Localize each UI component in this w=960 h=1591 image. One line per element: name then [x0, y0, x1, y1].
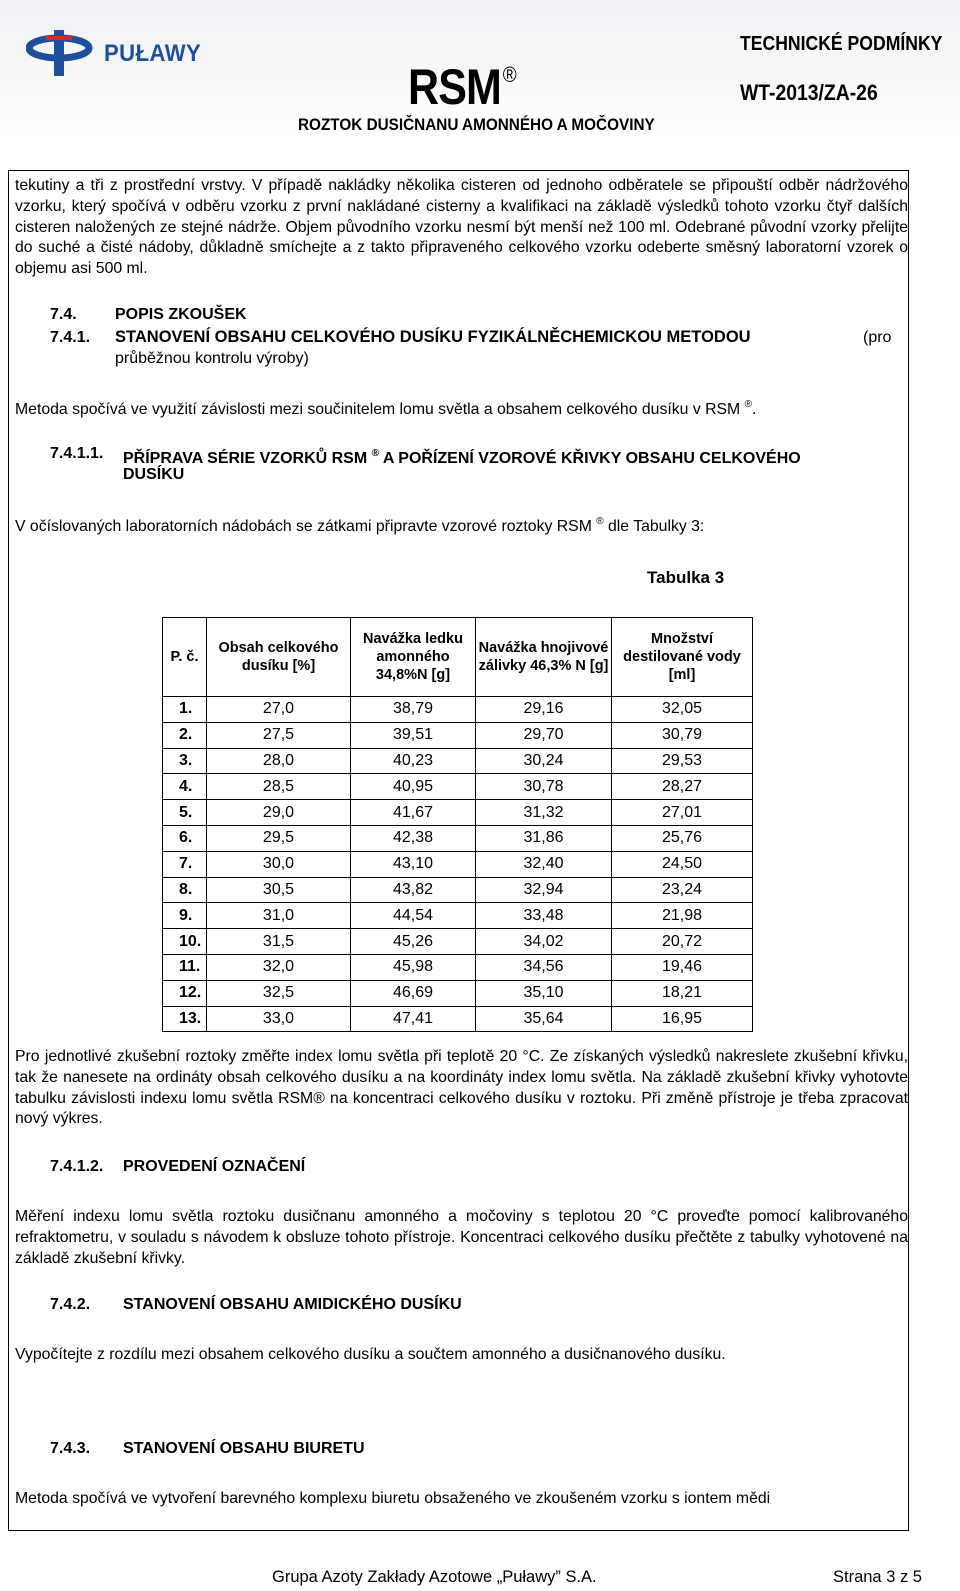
paragraph-method: Metoda spočívá ve využití závislosti mezi součinitelem lomu světla a obsahem celkového dusíku v RSM ®. [15, 399, 757, 418]
paragraph-amide: Vypočítejte z rozdílu mezi obsahem celkového dusíku a součtem amonného a dusičnanového dusíku. [15, 1346, 726, 1363]
footer-company: Grupa Azoty Zakłady Azotowe „Puławy” S.A. [272, 1568, 597, 1586]
cell: 42,38 [351, 825, 476, 851]
col-header: Množství destilované vody [ml] [612, 618, 753, 697]
section-title: PŘÍPRAVA SÉRIE VZORKŮ RSM ® A POŘÍZENÍ VZOROVÉ KŘIVKY OBSAHU CELKOVÉHO [123, 448, 801, 467]
cell: 32,94 [476, 877, 612, 903]
document-code: WT-2013/ZA-26 [740, 80, 878, 105]
cell: 23,24 [612, 877, 753, 903]
section-number: 7.4. [50, 306, 77, 323]
section-title-cont: DUSÍKU [123, 466, 185, 483]
product-subtitle: ROZTOK DUSIČNANU AMONNÉHO A MOČOVINY [298, 115, 655, 134]
section-title: POPIS ZKOUŠEK [115, 306, 247, 323]
cell: 18,21 [612, 980, 753, 1006]
cell: 33,48 [476, 903, 612, 929]
cell: 34,56 [476, 954, 612, 980]
section-number: 7.4.1.1. [50, 445, 104, 462]
cell: 43,82 [351, 877, 476, 903]
cell: 35,64 [476, 1006, 612, 1032]
table-row [163, 954, 753, 980]
cell: 32,40 [476, 851, 612, 877]
cell: 35,10 [476, 980, 612, 1006]
section-title: STANOVENÍ OBSAHU CELKOVÉHO DUSÍKU FYZIKÁLNĚCHEMICKOU METODOU [115, 328, 751, 346]
cell: 32,05 [612, 697, 753, 723]
cell: 32,5 [207, 980, 351, 1006]
section-number: 7.4.3. [50, 1440, 91, 1457]
col-header: Navážka hnojivové zálivky 46,3% N [g] [476, 618, 612, 697]
cell: 28,0 [207, 748, 351, 774]
cell: 21,98 [612, 903, 753, 929]
cell: 28,27 [612, 774, 753, 800]
section-number: 7.4.2. [50, 1296, 91, 1313]
company-logo [26, 26, 202, 82]
cell: 30,79 [612, 722, 753, 748]
table-row [163, 903, 753, 929]
col-header: Navážka ledku amonného 34,8%N [g] [351, 618, 476, 697]
page-header [0, 0, 960, 140]
cell: 7. [163, 851, 207, 877]
cell: 29,5 [207, 825, 351, 851]
cell: 13. [163, 1006, 207, 1032]
table-row [163, 774, 753, 800]
table-row [163, 877, 753, 903]
cell: 16,95 [612, 1006, 753, 1032]
cell: 33,0 [207, 1006, 351, 1032]
paragraph-biuret: Metoda spočívá ve vytvoření barevného komplexu biuretu obsaženého ve zkoušeném vzorku s iontem mědi [15, 1490, 771, 1507]
table-row [163, 800, 753, 826]
cell: 27,01 [612, 800, 753, 826]
table-row [163, 1006, 753, 1032]
cell: 40,95 [351, 774, 476, 800]
cell: 30,5 [207, 877, 351, 903]
table-title: Tabulka 3 [647, 568, 725, 587]
paragraph-refractometer: Měření indexu lomu světla roztoku dusičnanu amonného a močoviny s teplotou 20 °C proveďte pomocí kalibrovaného refraktometru, v souladu s návodem k obsluze tohoto přístroje. Koncentraci celkového dusíku přečtěte z tabulky vyhotovené na základě zkušební křivky. [15, 1208, 908, 1267]
table-row [163, 851, 753, 877]
footer-page-number: Strana 3 z 5 [833, 1568, 922, 1586]
cell: 25,76 [612, 825, 753, 851]
cell: 4. [163, 774, 207, 800]
table-row [163, 697, 753, 723]
cell: 27,5 [207, 722, 351, 748]
cell: 5. [163, 800, 207, 826]
cell: 47,41 [351, 1006, 476, 1032]
table-row [163, 748, 753, 774]
cell: 31,5 [207, 929, 351, 955]
cell: 2. [163, 722, 207, 748]
cell: 43,10 [351, 851, 476, 877]
cell: 31,86 [476, 825, 612, 851]
cell: 41,67 [351, 800, 476, 826]
cell: 1. [163, 697, 207, 723]
cell: 11. [163, 954, 207, 980]
pulawy-logo-icon [26, 26, 96, 82]
cell: 27,0 [207, 697, 351, 723]
cell: 39,51 [351, 722, 476, 748]
cell: 29,16 [476, 697, 612, 723]
calibration-table [162, 617, 753, 1032]
cell: 20,72 [612, 929, 753, 955]
cell: 29,0 [207, 800, 351, 826]
cell: 31,0 [207, 903, 351, 929]
cell: 40,23 [351, 748, 476, 774]
cell: 38,79 [351, 697, 476, 723]
paragraph-prepare: V očíslovaných laboratorních nádobách se zátkami připravte vzorové roztoky RSM ® dle Tabulky 3: [15, 516, 705, 535]
cell: 10. [163, 929, 207, 955]
cell: 32,0 [207, 954, 351, 980]
col-header: P. č. [163, 618, 207, 697]
cell: 44,54 [351, 903, 476, 929]
cell: 28,5 [207, 774, 351, 800]
section-title: STANOVENÍ OBSAHU AMIDICKÉHO DUSÍKU [123, 1296, 462, 1313]
table-header-row [163, 618, 753, 697]
cell: 46,69 [351, 980, 476, 1006]
cell: 6. [163, 825, 207, 851]
section-title: STANOVENÍ OBSAHU BIURETU [123, 1440, 365, 1457]
cell: 30,0 [207, 851, 351, 877]
table-row [163, 980, 753, 1006]
cell: 3. [163, 748, 207, 774]
cell: 30,78 [476, 774, 612, 800]
cell: 9. [163, 903, 207, 929]
section-note: (pro [863, 329, 892, 346]
cell: 29,53 [612, 748, 753, 774]
paragraph-sampling: tekutiny a tři z prostřední vrstvy. V případě nakládky několika cisteren od jednoho odběratele se připouští odběr nádržového vzorku, který spočívá v odběru vzorku z první nakládané cisterny a kvalifikaci na základě výsledků tohoto vzorku čtyř dalších cisteren naložených ze stejné nádrže. Objem původního vzorku nesmí být menší než 100 ml. Odebrané původní vzorky přelijte do suché a čisté nádoby, důkladně smíchejte a z takto připraveného celkového vzorku odeberte směsný laboratorní vzorek o objemu asi 500 ml. [15, 177, 908, 278]
cell: 12. [163, 980, 207, 1006]
section-number: 7.4.1.2. [50, 1158, 104, 1175]
cell: 24,50 [612, 851, 753, 877]
cell: 45,98 [351, 954, 476, 980]
cell: 30,24 [476, 748, 612, 774]
cell: 29,70 [476, 722, 612, 748]
section-title: PROVEDENÍ OZNAČENÍ [123, 1158, 306, 1175]
table-row [163, 722, 753, 748]
col-header: Obsah celkového dusíku [%] [207, 618, 351, 697]
table-row [163, 929, 753, 955]
document-type: TECHNICKÉ PODMÍNKY [740, 33, 943, 55]
section-note: průběžnou kontrolu výroby) [115, 350, 309, 367]
logo-text: PUŁAWY [104, 40, 202, 67]
cell: 19,46 [612, 954, 753, 980]
cell: 8. [163, 877, 207, 903]
cell: 45,26 [351, 929, 476, 955]
section-number: 7.4.1. [50, 329, 91, 346]
table-row [163, 825, 753, 851]
paragraph-measure: Pro jednotlivé zkušební roztoky změřte index lomu světla při teplotě 20 °C. Ze získaných výsledků nakreslete zkušební křivku, tak že nanesete na ordináty obsah celkového dusíku a na koordináty index lomu světla. Na základě zkušební křivky vyhotovte tabulku závislosti indexu lomu světla RSM® na koncentraci celkového dusíku v roztoku. Při změně přístroje je třeba zpracovat nový výkres. [15, 1048, 908, 1128]
cell: 31,32 [476, 800, 612, 826]
product-title: RSM® [408, 59, 516, 115]
cell: 34,02 [476, 929, 612, 955]
